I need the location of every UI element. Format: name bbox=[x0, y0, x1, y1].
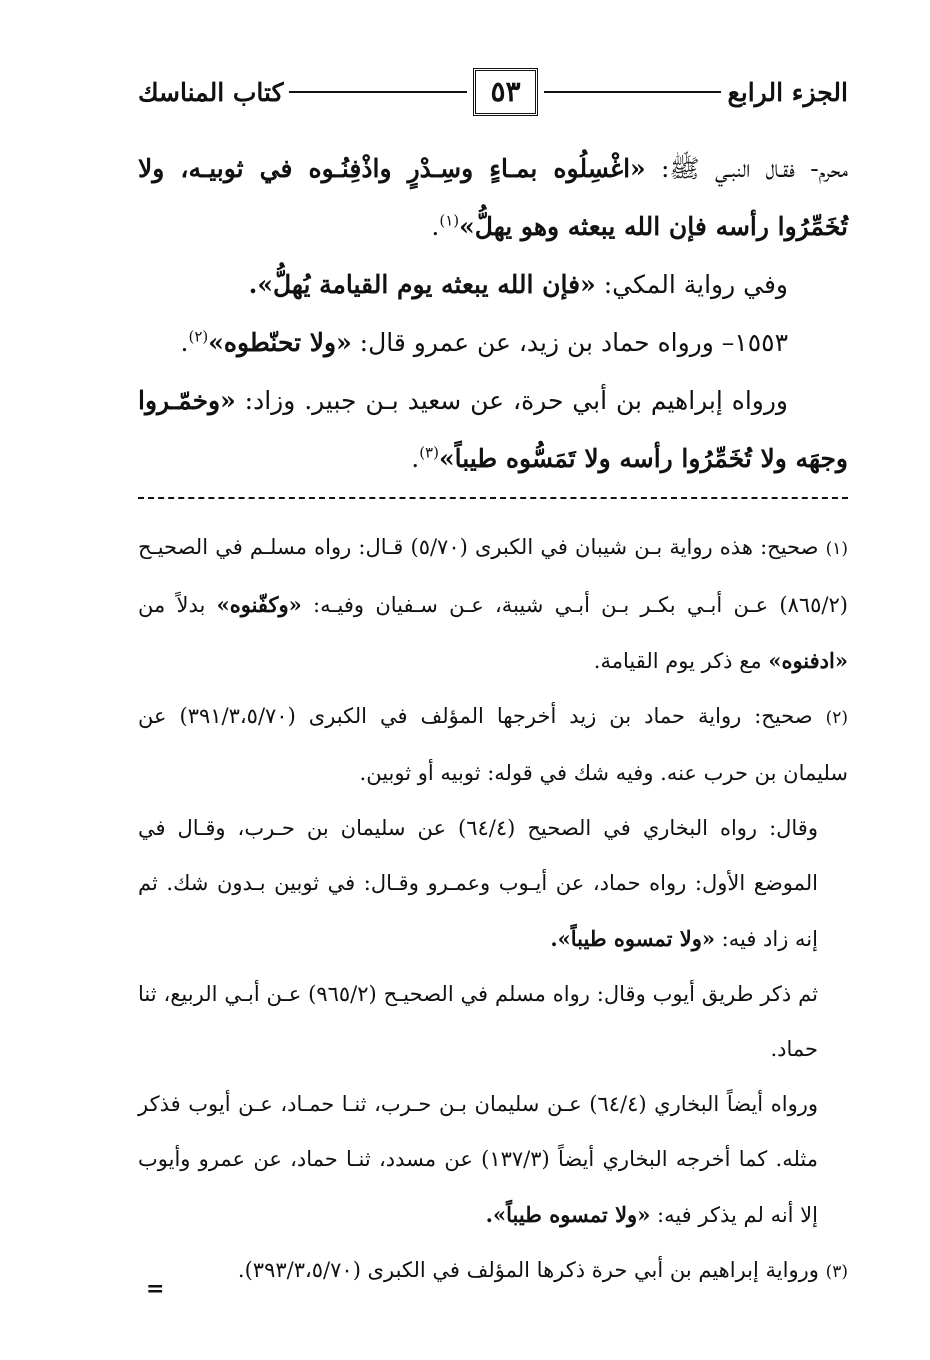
footnote-1-text: صحيح: هذه رواية بـن شيبان في الكبرى (٥/٧٠) قـال: رواه مسلـم في الصحيـح (٨٦٥/٢) عـن أبـي بكـر بـن أبـي شيبة، عـن سـفيان وفيـه: bbox=[138, 535, 848, 617]
footnote-2-quote-d: «ولا تمسوه طيباً». bbox=[485, 1202, 651, 1227]
header-rule-left bbox=[289, 91, 467, 93]
hadith-quote-3: «ولا تحنّطوه» bbox=[208, 328, 352, 357]
hadith-quote-2: «فإن الله يبعثه يوم القيامة يُهلُّ». bbox=[248, 270, 596, 299]
paragraph-2-text: وفي رواية المكي: bbox=[595, 270, 788, 299]
hadith-quote-4: «وخمّـروا وجهَه ولا تُخَمِّرُوا رأسه ولا تَمَسُّوه طيباً» bbox=[138, 386, 848, 473]
footnote-2 bbox=[138, 689, 848, 801]
main-text bbox=[138, 140, 848, 488]
paragraph-3-end: . bbox=[180, 328, 189, 357]
hadith-quote-1: «اغْسِلُوه بمـاءٍ وسِـدْرٍ واذْفِنُـوه في ثوبيـه، ولا تُخَمِّرُوا رأسه فإن الله يبعثه وهو يهلُّ» bbox=[138, 154, 848, 241]
footnote-2-para-d bbox=[138, 1077, 848, 1243]
footnote-1-text-c: مع ذكر يوم القيامة. bbox=[593, 649, 769, 673]
paragraph-2 bbox=[138, 256, 848, 314]
paragraph-1 bbox=[138, 140, 848, 256]
footnote-2-number: (٢) bbox=[825, 708, 848, 728]
footnote-2-text: صحيح: رواية حماد بن زيد أخرجها المؤلف في الكبرى (٣٩١/٣،٥/٧٠) عن سليمان بن حرب عنه. وفيه شك في قوله: ثوبيه أو ثوبين. bbox=[138, 704, 848, 785]
footnote-ref-3[interactable]: (٣) bbox=[419, 443, 439, 462]
book-title: كتاب المناسك bbox=[137, 77, 284, 107]
page-number: ٥٣ bbox=[473, 68, 537, 116]
continuation-mark: = bbox=[146, 1276, 165, 1302]
footnote-3-text: ورواية إبراهيم بن أبي حرة ذكرها المؤلف في الكبرى (٣٩٣/٣،٥/٧٠). bbox=[237, 1258, 826, 1282]
paragraph-1-text: محرم- فقـال النبـي ﷺ: bbox=[645, 154, 848, 183]
page-header bbox=[138, 62, 848, 122]
footnote-3-number: (٣) bbox=[825, 1262, 848, 1282]
footnote-2-text-b: وقال: رواه البخاري في الصحيح (٦٤/٤) عن سليمان بن حـرب، وقـال في الموضع الأول: رواه حماد، عن أيـوب وعمـرو وقـال: في ثوبين بـدون شك. ثم إنه زاد فيه: bbox=[138, 816, 818, 951]
footnote-ref-1[interactable]: (١) bbox=[439, 211, 460, 230]
footnote-2-text-d: ورواه أيضاً البخاري (٦٤/٤) عـن سليمان بـن حـرب، ثنـا حمـاد، عـن أيوب فذكر مثله. كما أخرجه البخاري أيضاً (١٣٧/٣) عن مسدد، ثنـا حماد، عن عمرو وأيوب إلا أنه لم يذكر فيه: bbox=[138, 1092, 818, 1227]
paragraph-1-end: . bbox=[431, 212, 440, 241]
header-rule-right bbox=[544, 91, 722, 93]
footnote-1-text-b: بدلاً من bbox=[138, 593, 217, 617]
volume-title: الجزء الرابع bbox=[727, 77, 848, 107]
footnote-1-number: (١) bbox=[825, 539, 849, 559]
paragraph-4-end: . bbox=[411, 444, 420, 473]
footnote-2-text-c: ثم ذكر طريق أيوب وقال: رواه مسلم في الصحيـح (٩٦٥/٢) عـن أبـي الربيع، ثنا حماد. bbox=[138, 982, 818, 1061]
footnote-2-para-c bbox=[138, 967, 848, 1077]
footnote-1-quote-2: «ادفنوه» bbox=[768, 648, 848, 673]
footnotes bbox=[138, 520, 848, 1300]
footnote-ref-2[interactable]: (٢) bbox=[188, 327, 209, 346]
footnote-2-para-b bbox=[138, 801, 848, 967]
footnote-separator bbox=[138, 497, 848, 499]
paragraph-4 bbox=[138, 372, 848, 488]
footnote-1 bbox=[138, 520, 848, 689]
footnote-1-quote-1: «وكفّنوه» bbox=[216, 592, 302, 617]
footnote-3 bbox=[138, 1243, 848, 1300]
paragraph-4-text: ورواه إبراهيم بن أبي حرة، عن سعيد بـن جبير. وزاد: bbox=[235, 386, 788, 415]
paragraph-3 bbox=[138, 314, 848, 372]
footnote-2-quote-b: «ولا تمسوه طيباً». bbox=[550, 926, 715, 951]
paragraph-3-text: ١٥٥٣– ورواه حماد بن زيد، عن عمرو قال: bbox=[351, 328, 788, 357]
